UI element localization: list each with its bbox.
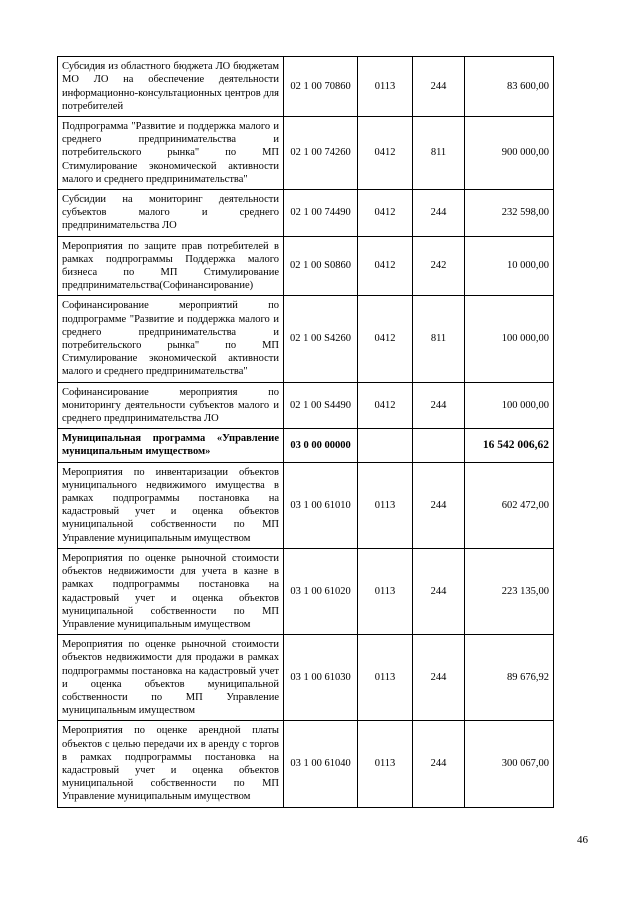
table-row [58, 296, 554, 382]
table-row [58, 462, 554, 548]
row-sum-cell: 10 000,00 [465, 236, 554, 296]
row-section-cell: 0412 [358, 236, 413, 296]
row-section-cell: 0412 [358, 296, 413, 382]
row-csr-cell: 02 1 00 S0860 [284, 236, 358, 296]
table-row [58, 382, 554, 429]
program-expense-type-cell [413, 429, 465, 462]
row-section-cell: 0113 [358, 548, 413, 634]
row-expense-type-cell: 244 [413, 382, 465, 429]
row-sum-cell: 602 472,00 [465, 462, 554, 548]
row-expense-type-cell: 244 [413, 635, 465, 721]
budget-table [57, 56, 554, 808]
row-name-cell: Мероприятия по оценке рыночной стоимости объектов недвижимости для продажи в рамках подпрограммы постановка на кадастровый учет и оценка объектов муниципальной собственности по МП Управление муниципальным имуществом [58, 635, 284, 721]
row-section-cell: 0412 [358, 117, 413, 190]
row-sum-cell: 89 676,92 [465, 635, 554, 721]
row-expense-type-cell: 244 [413, 190, 465, 237]
row-section-cell: 0113 [358, 462, 413, 548]
program-sum-cell: 16 542 006,62 [465, 429, 554, 462]
row-name-cell: Мероприятия по инвентаризации объектов муниципального недвижимого имущества в рамках подпрограммы постановка на кадастровый учет и оценка объектов муниципальной собственности по МП Управление муниципальным имуществом [58, 462, 284, 548]
program-csr-cell: 03 0 00 00000 [284, 429, 358, 462]
row-name-cell: Мероприятия по оценке рыночной стоимости объектов недвижимости для учета в казне в рамках подпрограммы постановка на кадастровый учет и оценка объектов муниципальной собственности по МП Управление муниципальным имуществом [58, 548, 284, 634]
row-section-cell: 0412 [358, 190, 413, 237]
program-total-row [58, 429, 554, 462]
program-section-cell [358, 429, 413, 462]
row-name-cell: Подпрограмма "Развитие и поддержка малого и среднего предпринимательства и потребительского рынка" по МП Стимулирование экономической активности малого и среднего предпринимательства" [58, 117, 284, 190]
row-name-cell: Софинансирование мероприятия по мониторингу деятельности субъектов малого и среднего предпринимательства ЛО [58, 382, 284, 429]
row-section-cell: 0412 [358, 382, 413, 429]
row-section-cell: 0113 [358, 57, 413, 117]
row-name-cell: Субсидии на мониторинг деятельности субъектов малого и среднего предпринимательства ЛО [58, 190, 284, 237]
row-name-cell: Субсидия из областного бюджета ЛО бюджетам МО ЛО на обеспечение деятельности информационно-консультационных центров для потребителей [58, 57, 284, 117]
row-expense-type-cell: 244 [413, 462, 465, 548]
row-expense-type-cell: 244 [413, 548, 465, 634]
table-row [58, 190, 554, 237]
row-sum-cell: 900 000,00 [465, 117, 554, 190]
program-name-cell: Муниципальная программа «Управление муниципальным имуществом» [58, 429, 284, 462]
table-row [58, 548, 554, 634]
table-row [58, 635, 554, 721]
row-name-cell: Мероприятия по защите прав потребителей в рамках подпрограммы Поддержка малого бизнеса по МП Стимулирование предпринимательства(Софинансирование) [58, 236, 284, 296]
table-row [58, 721, 554, 807]
row-sum-cell: 300 067,00 [465, 721, 554, 807]
row-sum-cell: 83 600,00 [465, 57, 554, 117]
row-csr-cell: 02 1 00 74260 [284, 117, 358, 190]
row-section-cell: 0113 [358, 721, 413, 807]
row-csr-cell: 03 1 00 61010 [284, 462, 358, 548]
row-csr-cell: 02 1 00 70860 [284, 57, 358, 117]
row-name-cell: Мероприятия по оценке арендной платы объектов с целью передачи их в аренду с торгов в рамках подпрограммы постановка на кадастровый учет и оценка объектов муниципальной собственности по МП Управление муниципальным имуществом [58, 721, 284, 807]
row-sum-cell: 223 135,00 [465, 548, 554, 634]
row-sum-cell: 232 598,00 [465, 190, 554, 237]
row-csr-cell: 02 1 00 S4490 [284, 382, 358, 429]
row-section-cell: 0113 [358, 635, 413, 721]
row-csr-cell: 02 1 00 S4260 [284, 296, 358, 382]
row-expense-type-cell: 811 [413, 117, 465, 190]
table-row [58, 236, 554, 296]
row-name-cell: Софинансирование мероприятий по подпрограмме "Развитие и поддержка малого и среднего предпринимательства и потребительского рынка" по МП Стимулирование экономической активности малого и среднего предпринимательства" [58, 296, 284, 382]
row-csr-cell: 03 1 00 61030 [284, 635, 358, 721]
row-csr-cell: 03 1 00 61040 [284, 721, 358, 807]
row-expense-type-cell: 244 [413, 721, 465, 807]
row-expense-type-cell: 242 [413, 236, 465, 296]
row-sum-cell: 100 000,00 [465, 382, 554, 429]
row-expense-type-cell: 811 [413, 296, 465, 382]
row-csr-cell: 03 1 00 61020 [284, 548, 358, 634]
table-row [58, 117, 554, 190]
row-expense-type-cell: 244 [413, 57, 465, 117]
row-sum-cell: 100 000,00 [465, 296, 554, 382]
table-row [58, 57, 554, 117]
row-csr-cell: 02 1 00 74490 [284, 190, 358, 237]
page-number: 46 [577, 834, 588, 846]
